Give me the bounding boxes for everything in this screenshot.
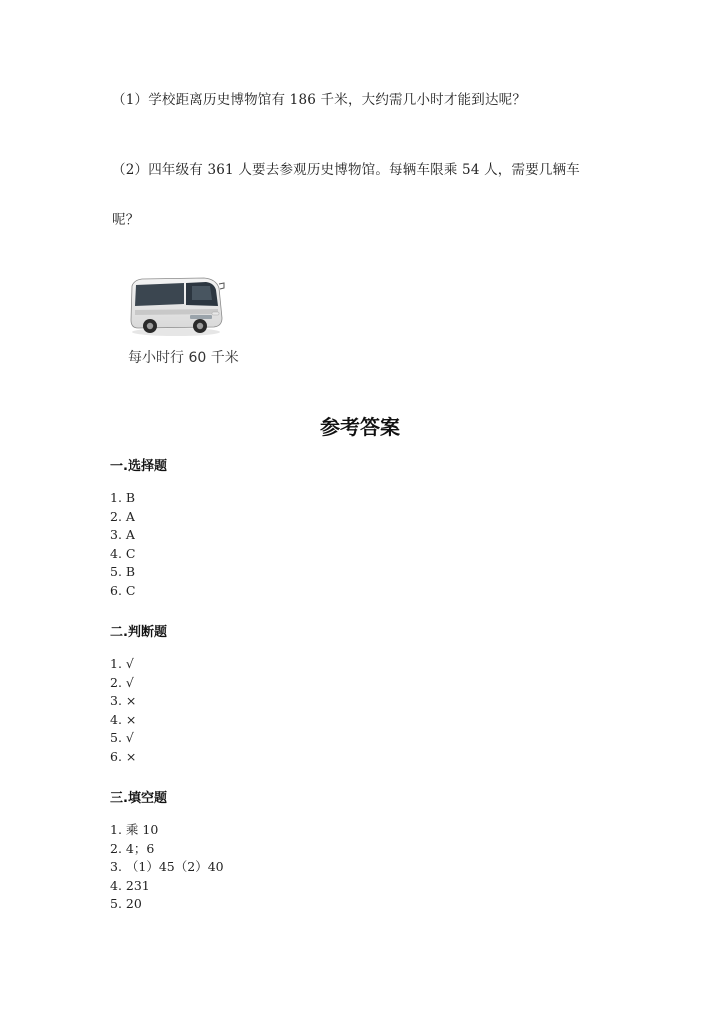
section-heading-choice: 一.选择题	[110, 459, 167, 474]
list-item: 6. C	[110, 582, 136, 598]
list-item: 1. √	[110, 656, 134, 671]
list-item: 4. 231	[110, 877, 150, 893]
answer-list-judgement	[110, 655, 136, 767]
list-item: 4. C	[110, 545, 136, 561]
list-item: 6. ×	[110, 748, 137, 764]
bus-icon	[126, 274, 226, 338]
question-2-continued: 呢？	[112, 212, 140, 228]
answer-list-fill	[110, 821, 224, 914]
section-heading-fill: 三.填空题	[110, 791, 167, 806]
list-item: 1. 乘 10	[110, 822, 159, 837]
list-item: 3. ×	[110, 693, 137, 709]
answer-list-choice	[110, 489, 135, 601]
list-item: 2. A	[110, 508, 135, 524]
list-item: 1. B	[110, 490, 136, 505]
list-item: 5. 20	[110, 896, 142, 912]
question-1: （1）学校距离历史博物馆有 186 千米，大约需几小时才能到达呢？	[112, 92, 527, 108]
section-heading-judgement: 二.判断题	[110, 625, 167, 640]
list-item: 5. B	[110, 564, 136, 580]
answer-title: 参考答案	[320, 415, 400, 439]
list-item: 3. （1）45（2）40	[110, 859, 224, 875]
list-item: 4. ×	[110, 711, 137, 727]
list-item: 2. 4；6	[110, 840, 155, 856]
list-item: 3. A	[110, 527, 135, 543]
bus-caption: 每小时行 60 千米	[128, 350, 239, 366]
list-item: 5. √	[110, 730, 134, 746]
list-item: 2. √	[110, 674, 134, 690]
question-2: （2）四年级有 361 人要去参观历史博物馆。每辆车限乘 54 人，需要几辆车	[112, 162, 580, 178]
